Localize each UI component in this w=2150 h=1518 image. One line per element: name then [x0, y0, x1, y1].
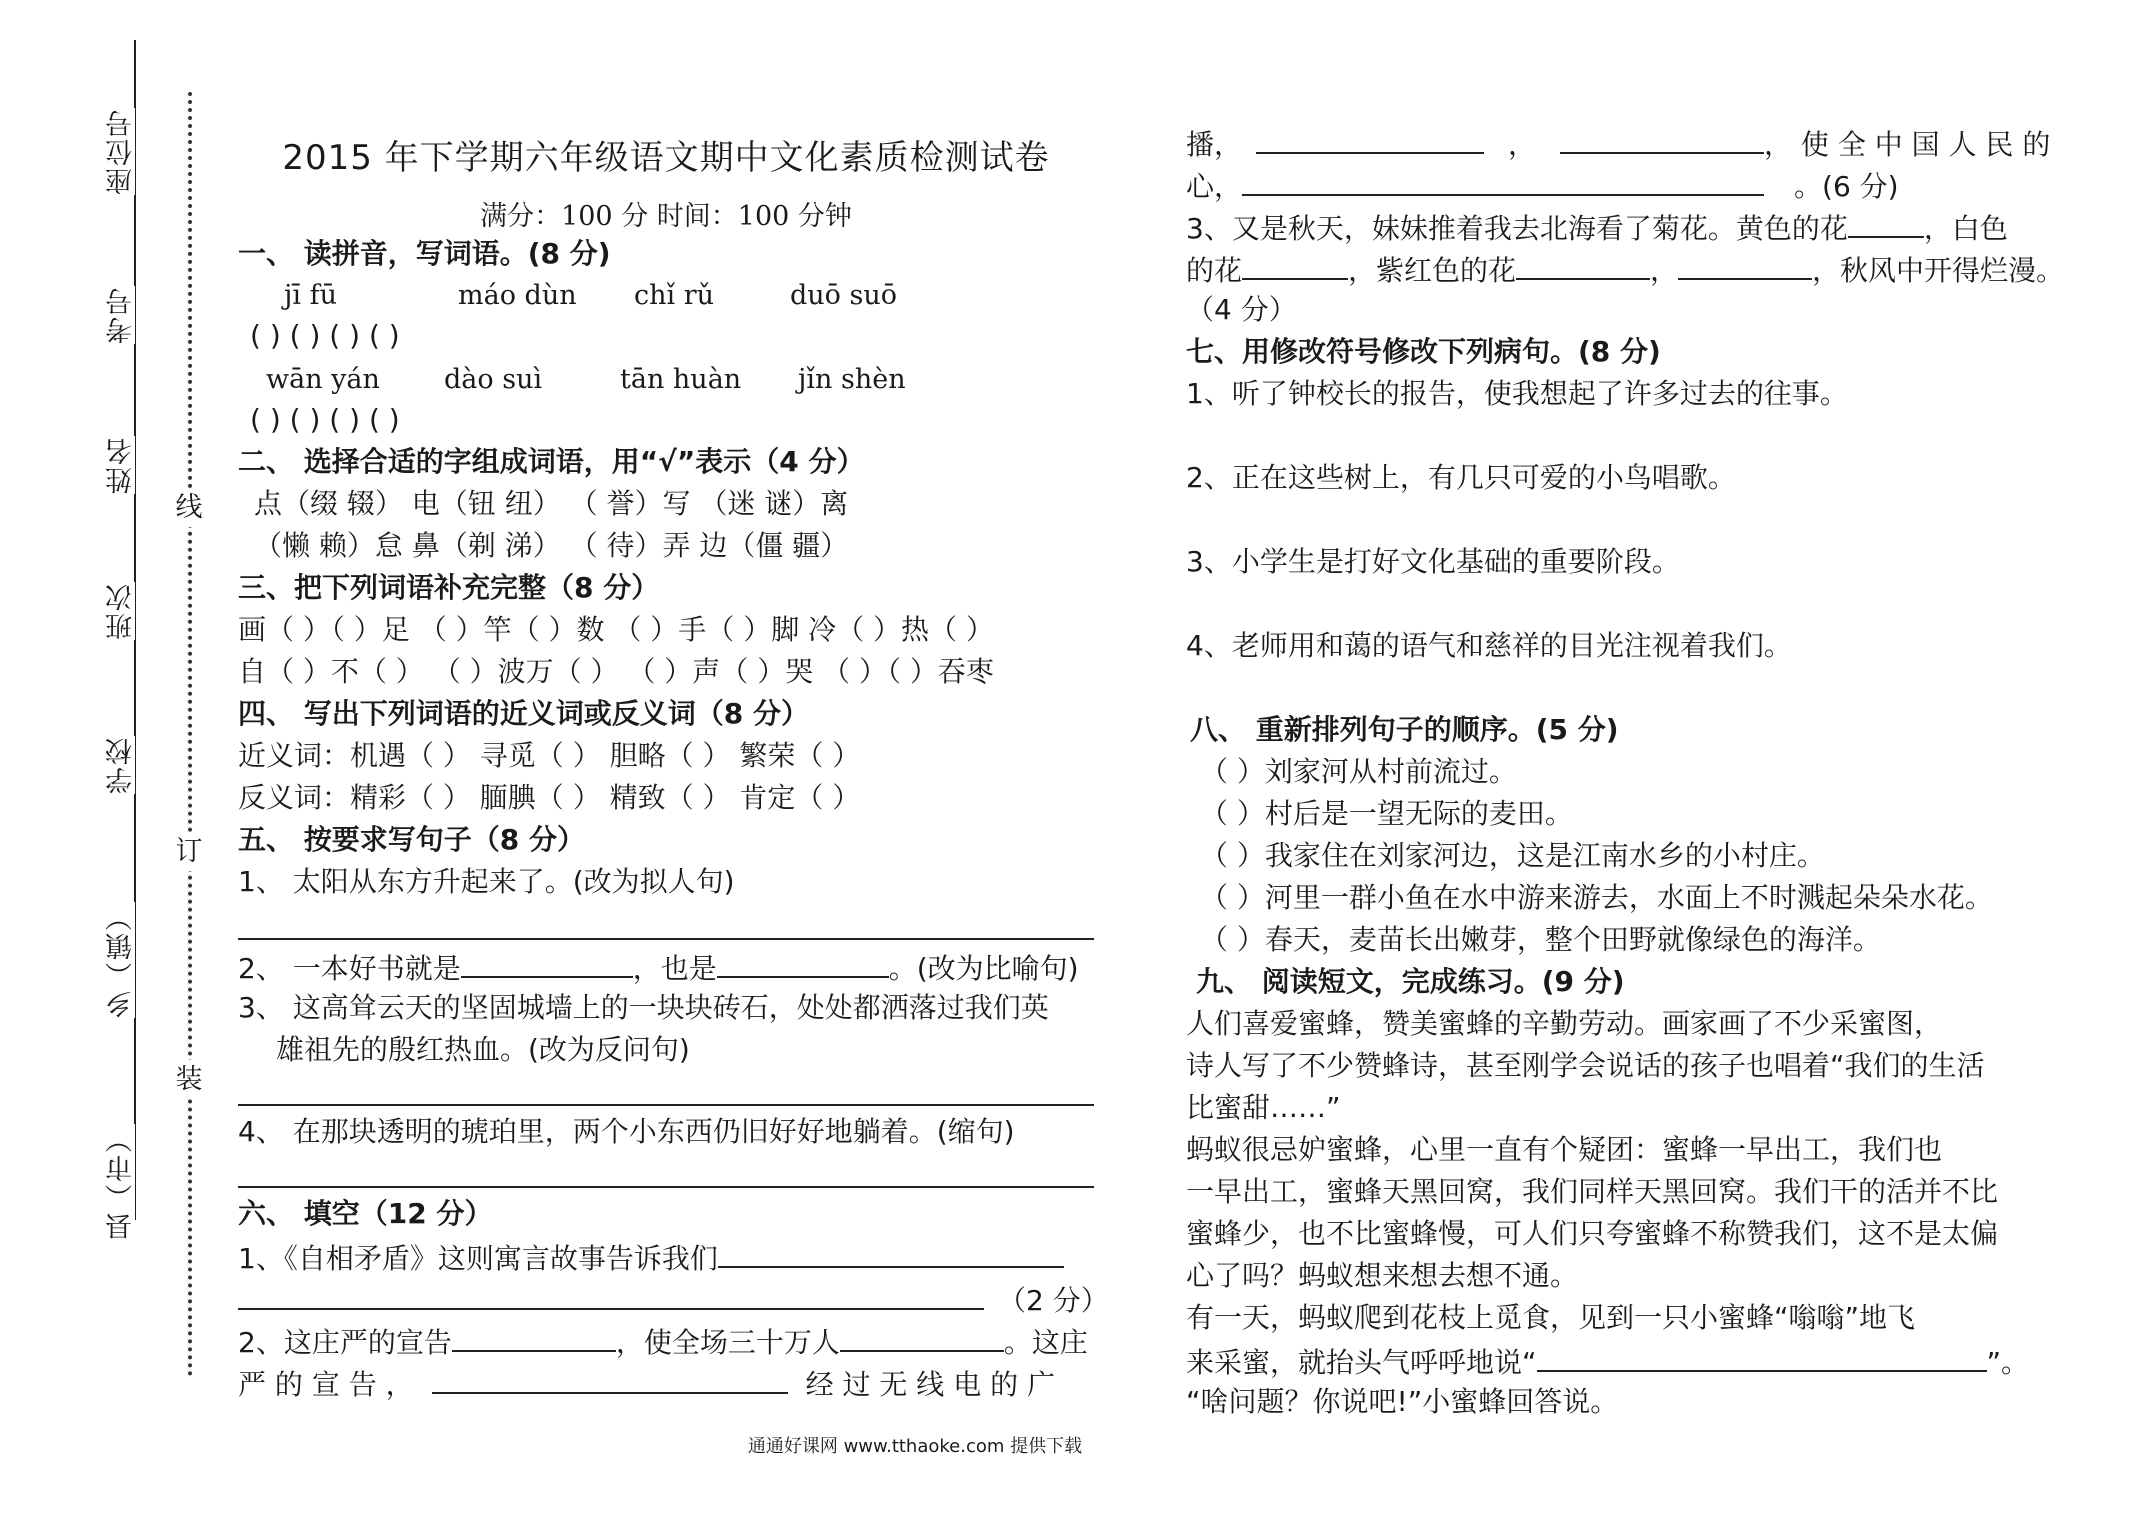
q5-answer-line-1[interactable]: [238, 938, 1094, 940]
q6-item-3-text-d: ，紫红色的花: [1348, 254, 1517, 287]
q6-item-2-text-e: 经 过 无 线 电 的 广: [805, 1368, 1056, 1401]
q1-answer-parens-2[interactable]: ( ) ( ) ( ) ( ): [250, 403, 400, 436]
q2-row-2[interactable]: （懒 赖）怠 鼻（剃 涕） （ 待）弄 边（僵 疆）: [254, 529, 849, 562]
q1-pinyin-1: jī fū: [284, 280, 337, 311]
q9-passage-line: 人们喜爱蜜蜂，赞美蜜蜂的辛勤劳动。画家画了不少采蜜图，: [1186, 1007, 1943, 1040]
binding-mark-line: 线: [174, 488, 204, 527]
q1-pinyin-4: duō suō: [790, 280, 898, 311]
q9-passage-line: 一早出工，蜜蜂天黑回窝，我们同样天黑回窝。我们干的活并不比: [1186, 1175, 1999, 1208]
q6-blank-2e[interactable]: [1560, 124, 1764, 154]
field-exam-number: 考号: [106, 286, 137, 344]
q6-blank-1b[interactable]: [238, 1280, 984, 1310]
q5-item-1: 1、 太阳从东方升起来了。(改为拟人句): [238, 865, 735, 898]
q5-item-2-suffix: 。(改为比喻句): [888, 952, 1079, 985]
exam-title: 2015 年下学期六年级语文期中文化素质检测试卷: [282, 138, 1050, 178]
q8-heading: 八、 重新排列句子的顺序。(5 分): [1190, 713, 1619, 746]
q3-row-1[interactable]: 画（ ）（ ）足 （ ）竿（ ）数 （ ）手（ ）脚 冷（ ）热（ ）: [238, 613, 994, 646]
q6-item-1-text: 1、《自相矛盾》这则寓言故事告诉我们: [238, 1242, 718, 1275]
q9-p3-text-b: ”。: [1986, 1346, 2030, 1379]
q6-blank-2d[interactable]: [1256, 124, 1484, 154]
q5-answer-line-3[interactable]: [238, 1104, 1094, 1106]
q6-item-2-text-d: 严 的 宣 告 ，: [238, 1368, 414, 1401]
field-name: 姓名: [106, 436, 137, 494]
field-county: 县（市）: [106, 1124, 137, 1240]
field-class: 班次: [106, 582, 137, 640]
q2-heading: 二、 选择合适的字组成词语，用“√”表示（4 分）: [238, 445, 865, 478]
q6-blank-2b[interactable]: [840, 1322, 1004, 1352]
q6-item-2-text-c: 。这庄: [1003, 1326, 1088, 1359]
q6-blank-2a[interactable]: [452, 1322, 616, 1352]
q5-heading: 五、 按要求写句子（8 分）: [238, 823, 585, 856]
q6-item-3-text-f: ，秋风中开得烂漫。: [1812, 254, 2065, 287]
q6-cont-text-a: 播，: [1186, 128, 1243, 161]
q9-passage-line: 有一天，蚂蚁爬到花枝上觅食，见到一只小蜜蜂“嗡嗡”地飞: [1186, 1301, 1916, 1334]
q9-passage-line-with-blank: [1186, 1342, 2029, 1381]
field-township: 乡（镇）: [106, 902, 137, 1018]
q5-answer-line-4[interactable]: [238, 1186, 1094, 1188]
q6-blank-1a[interactable]: [718, 1238, 1064, 1268]
q8-item-2[interactable]: （ ）村后是一望无际的麦田。: [1200, 797, 1573, 830]
q4-row-antonyms[interactable]: 反义词：精彩（ ） 腼腆（ ） 精致（ ） 肯定（ ）: [238, 781, 861, 814]
q8-item-5[interactable]: （ ）春天，麦苗长出嫩芽，整个田野就像绿色的海洋。: [1200, 923, 1881, 956]
q1-pinyin-5: wān yán: [266, 364, 380, 395]
q2-row-1[interactable]: 点（缀 辍） 电（钮 纽） （ 誉）写 （迷 谜）离: [254, 487, 849, 520]
q8-item-1[interactable]: （ ）刘家河从村前流过。: [1200, 755, 1517, 788]
q3-row-2[interactable]: 自（ ）不（ ） （ ）波万（ ） （ ）声（ ）哭 （ ）（ ）吞枣: [238, 655, 994, 688]
q6-item-3-cont: [1186, 250, 2064, 289]
q6-item-2-text-b: ，使全场三十万人: [615, 1326, 840, 1359]
q6-cont-text-d: 心，: [1186, 170, 1243, 203]
q5-blank-2[interactable]: [717, 948, 889, 978]
q1-answer-parens-1[interactable]: ( ) ( ) ( ) ( ): [250, 319, 400, 352]
q6-item-3-text-c: 的花: [1186, 254, 1243, 287]
q8-item-4[interactable]: （ ）河里一群小鱼在水中游来游去，水面上不时溅起朵朵水花。: [1200, 881, 1993, 914]
q5-item-2-middle: ，也是: [632, 952, 717, 985]
binding-mark-staple: 订: [174, 832, 204, 871]
q7-item-1[interactable]: 1、听了钟校长的报告，使我想起了许多过去的往事。: [1186, 377, 1848, 410]
q6-cont-text-b: ，: [1508, 128, 1537, 161]
q6-cont-text-c: ， 使 全 中 国 人 民 的: [1764, 128, 2051, 161]
q6-blank-2c[interactable]: [432, 1364, 788, 1394]
q6-heading: 六、 填空（12 分）: [238, 1197, 493, 1230]
q9-quote-blank[interactable]: [1537, 1342, 1987, 1372]
q5-item-3-line-1: 3、 这高耸云天的坚固城墙上的一块块砖石，处处都洒落过我们英: [238, 991, 1049, 1024]
q6-item-3: [1186, 208, 2008, 247]
q1-pinyin-6: dào suì: [444, 364, 543, 395]
q6-item-2-cont-3: [1186, 166, 1899, 205]
q8-item-3[interactable]: （ ）我家住在刘家河边，这是江南水乡的小村庄。: [1200, 839, 1825, 872]
q1-pinyin-3: chǐ rǔ: [634, 280, 715, 311]
q6-blank-2f[interactable]: [1242, 166, 1764, 196]
q6-item-2: [238, 1322, 1088, 1361]
q5-blank-1[interactable]: [461, 948, 633, 978]
q9-passage-line: “啥问题？你说吧!”小蜜蜂回答说。: [1186, 1385, 1619, 1418]
q4-heading: 四、 写出下列词语的近义词或反义词（8 分）: [238, 697, 809, 730]
field-seat-number: 座位号: [106, 108, 137, 195]
q7-item-3[interactable]: 3、小学生是打好文化基础的重要阶段。: [1186, 545, 1680, 578]
q5-item-4: 4、 在那块透明的琥珀里，两个小东西仍旧好好地躺着。(缩句): [238, 1115, 1015, 1148]
q1-heading: 一、 读拼音，写词语。(8 分): [238, 237, 611, 270]
q7-item-4[interactable]: 4、老师用和蔼的语气和慈祥的目光注视着我们。: [1186, 629, 1792, 662]
q6-blank-3d[interactable]: [1678, 250, 1812, 280]
q9-passage-line: 诗人写了不少赞蜂诗，甚至刚学会说话的孩子也唱着“我们的生活: [1186, 1049, 1985, 1082]
q1-pinyin-2: máo dùn: [458, 280, 577, 311]
q7-item-2[interactable]: 2、正在这些树上，有几只可爱的小鸟唱歌。: [1186, 461, 1736, 494]
q6-blank-3b[interactable]: [1242, 250, 1348, 280]
q9-passage-line: 蜜蜂少，也不比蜜蜂慢，可人们只夸蜜蜂不称赞我们，这不是太偏: [1186, 1217, 1999, 1250]
q9-passage-line: 比蜜甜……”: [1186, 1091, 1341, 1124]
q6-item-3-score: （4 分）: [1186, 293, 1297, 326]
q6-item-3-text-a: 3、又是秋天，妹妹推着我去北海看了菊花。黄色的花: [1186, 212, 1848, 245]
field-school: 学校: [106, 736, 137, 794]
q1-pinyin-8: jǐn shèn: [798, 364, 906, 395]
q6-blank-3c[interactable]: [1516, 250, 1650, 280]
q6-item-2-cont-2: [1186, 124, 2050, 163]
q6-item-2-cont: [238, 1364, 1055, 1403]
q9-passage-line: 蚂蚁很忌妒蜜蜂，心里一直有个疑团：蜜蜂一早出工，我们也: [1186, 1133, 1943, 1166]
footer-credit: 通通好课网 www.tthaoke.com 提供下载: [747, 1436, 1083, 1457]
q1-pinyin-7: tān huàn: [620, 364, 742, 395]
q9-passage-line: 心了吗？蚂蚁想来想去想不通。: [1186, 1259, 1579, 1292]
q6-item-1-score: （2 分）: [998, 1284, 1109, 1317]
binding-dotted-line: [188, 92, 192, 1377]
q3-heading: 三、把下列词语补充完整（8 分）: [238, 571, 660, 604]
q6-item-1: [238, 1238, 1064, 1277]
q6-item-3-text-e: ，: [1650, 254, 1679, 287]
binding-mark-bind: 装: [174, 1060, 204, 1099]
q5-item-2-prefix: 2、 一本好书就是: [238, 952, 461, 985]
q4-row-synonyms[interactable]: 近义词：机遇（ ） 寻觅（ ） 胆略（ ） 繁荣（ ）: [238, 739, 861, 772]
exam-subtitle: 满分：100 分 时间：100 分钟: [480, 201, 852, 232]
q6-item-3-text-b: ，白色: [1923, 212, 2008, 245]
q6-blank-3a[interactable]: [1848, 208, 1924, 238]
q5-item-2: [238, 948, 1079, 987]
q6-item-2-text-a: 2、这庄严的宣告: [238, 1326, 452, 1359]
q7-heading: 七、用修改符号修改下列病句。(8 分): [1186, 335, 1661, 368]
q6-cont-text-e: 。(6 分): [1794, 170, 1899, 203]
q6-item-1-cont: [238, 1280, 1109, 1319]
q9-p3-text-a: 来采蜜，就抬头气呼呼地说“: [1186, 1346, 1537, 1379]
q5-item-3-line-2: 雄祖先的殷红热血。(改为反问句): [276, 1033, 690, 1066]
q9-heading: 九、 阅读短文，完成练习。(9 分): [1196, 965, 1625, 998]
